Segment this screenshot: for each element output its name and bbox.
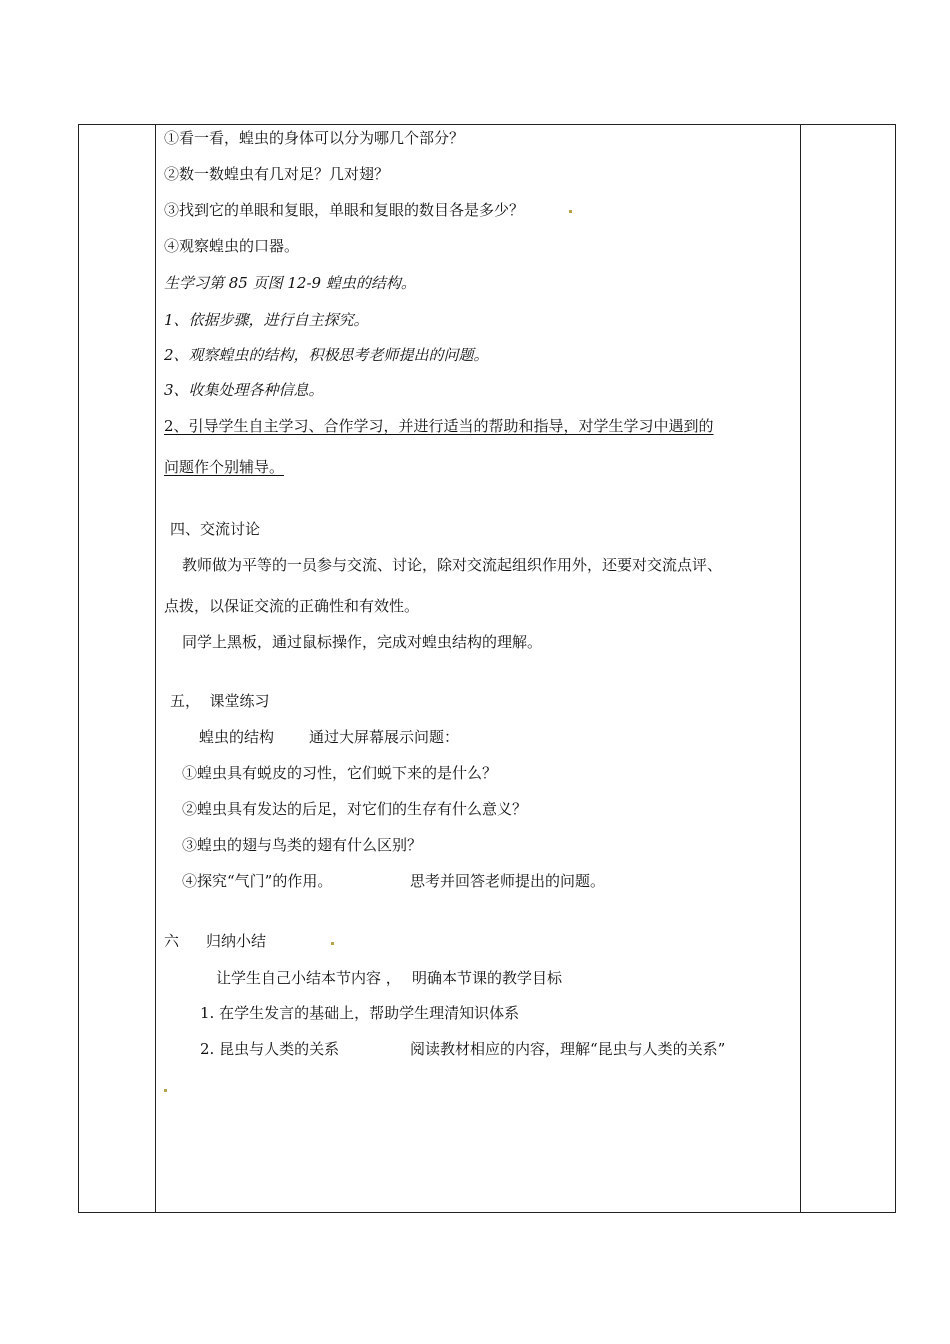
discussion-heading: 四、交流讨论	[170, 520, 261, 538]
summary-item-1: 1. 在学生发言的基础上，帮助学生理清知识体系	[200, 1004, 520, 1022]
summary-heading-number: 六	[164, 932, 180, 950]
practice-question-4-note: 思考并回答老师提出的问题。	[410, 872, 606, 890]
step-4: ④观察蝗虫的口器。	[164, 237, 300, 255]
column-divider-left	[155, 125, 156, 1212]
teacher-guidance-line-1: 2、引导学生自主学习、合作学习，并进行适当的帮助和指导，对学生学习中遇到的	[164, 417, 714, 435]
summary-heading: 归纳小结	[206, 932, 267, 950]
column-divider-right	[800, 125, 801, 1212]
summary-line-1-goal: 明确本节课的教学目标	[412, 969, 563, 987]
step-2: ②数一数蝗虫有几对足？几对翅？	[164, 165, 390, 183]
practice-intro-topic: 蝗虫的结构	[199, 728, 275, 746]
scan-mark	[331, 942, 334, 945]
student-activity-3: 3、收集处理各种信息。	[164, 381, 324, 399]
student-activity-2: 2、观察蝗虫的结构，积极思考老师提出的问题。	[164, 346, 489, 364]
practice-heading: 五， 课堂练习	[170, 692, 270, 710]
summary-item-2-detail: 阅读教材相应的内容，理解“昆虫与人类的关系”	[410, 1040, 726, 1058]
discussion-line-1: 教师做为平等的一员参与交流、讨论，除对交流起组织作用外，还要对交流点评、	[182, 556, 723, 574]
summary-line-1: 让学生自己小结本节内容 ，	[216, 969, 401, 987]
practice-question-2: ②蝗虫具有发达的后足，对它们的生存有什么意义？	[182, 800, 528, 818]
step-3: ③找到它的单眼和复眼，单眼和复眼的数目各是多少？	[164, 201, 525, 219]
discussion-line-3: 同学上黑板，通过鼠标操作，完成对蝗虫结构的理解。	[182, 633, 543, 651]
summary-item-2: 2. 昆虫与人类的关系	[200, 1040, 340, 1058]
student-activity-1: 1、依据步骤，进行自主探究。	[164, 311, 369, 329]
practice-question-4: ④探究“气门”的作用。	[182, 872, 333, 890]
discussion-line-2: 点拨，以保证交流的正确性和有效性。	[164, 597, 420, 615]
scan-mark	[164, 1089, 167, 1092]
practice-intro-text: 通过大屏幕展示问题：	[309, 728, 460, 746]
practice-question-1: ①蝗虫具有蜕皮的习性，它们蜕下来的是什么？	[182, 764, 498, 782]
step-1: ①看一看，蝗虫的身体可以分为哪几个部分？	[164, 129, 465, 147]
practice-question-3: ③蝗虫的翅与鸟类的翅有什么区别？	[182, 836, 423, 854]
scan-mark	[569, 210, 572, 213]
student-activity-title: 生学习第 85 页图 12-9 蝗虫的结构。	[164, 274, 416, 292]
teacher-guidance-line-2: 问题作个别辅导。	[164, 458, 285, 476]
